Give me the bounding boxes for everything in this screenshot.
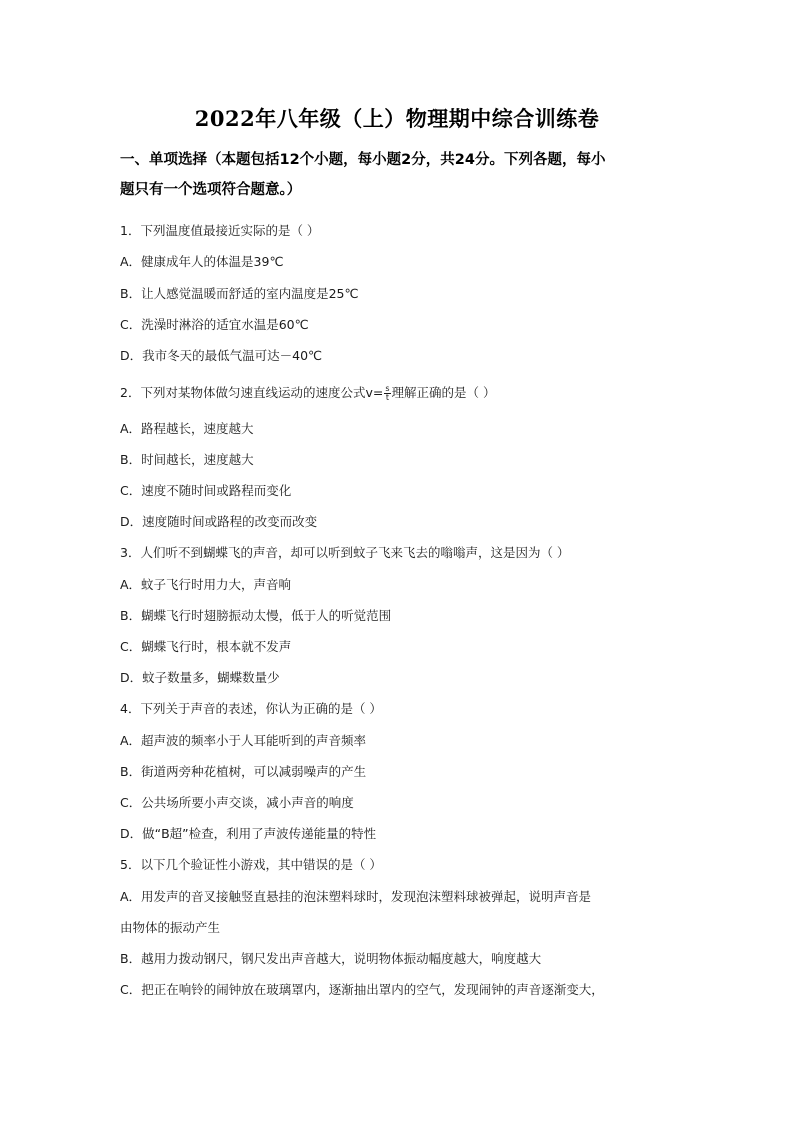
question-1-option-c: C．洗澡时淋浴的适宜水温是60℃: [120, 317, 309, 332]
question-3-option-a: A．蚊子飞行时用力大，声音响: [120, 577, 292, 592]
question-2-option-c: C．速度不随时间或路程而变化: [120, 483, 292, 498]
formula-denominator: t: [385, 393, 389, 402]
question-2-option-d: D．速度随时间或路程的改变而改变: [120, 514, 318, 529]
question-1-stem: 1．下列温度值最接近实际的是（ ）: [120, 223, 320, 238]
question-3-option-c: C．蝴蝶飞行时，根本就不发声: [120, 639, 292, 654]
question-4-option-c: C．公共场所要小声交谈，减小声音的响度: [120, 795, 354, 810]
question-1-option-b: B．让人感觉温暖而舒适的室内温度是25℃: [120, 286, 359, 301]
question-5-option-a: A．用发声的音叉接触竖直悬挂的泡沫塑料球时，发现泡沫塑料球被弹起，说明声音是: [120, 889, 592, 904]
question-2-stem-before: 2．下列对某物体做匀速直线运动的速度公式v=: [120, 385, 384, 400]
question-2-stem: [120, 384, 690, 402]
question-5-option-b: B．越用力拨动钢尺，钢尺发出声音越大，说明物体振动幅度越大，响度越大: [120, 951, 542, 966]
question-4-option-d: D．做“B超”检查，利用了声波传递能量的特性: [120, 826, 377, 841]
question-3-option-b: B．蝴蝶飞行时翅膀振动太慢，低于人的听觉范围: [120, 608, 392, 623]
formula-numerator: s: [385, 384, 390, 393]
question-4-option-a: A．超声波的频率小于人耳能听到的声音频率: [120, 733, 367, 748]
question-5-option-a-continued: 由物体的振动产生: [120, 920, 221, 935]
question-5-stem: 5．以下几个验证性小游戏，其中错误的是（ ）: [120, 857, 382, 872]
question-5-option-c: C．把正在响铃的闹钟放在玻璃罩内，逐渐抽出罩内的空气，发现闹钟的声音逐渐变大，: [120, 982, 604, 997]
question-4-option-b: B．街道两旁种花植树，可以减弱噪声的产生: [120, 764, 367, 779]
section-heading-line-1: 一、单项选择（本题包括12个小题，每小题2分，共24分。下列各题，每小: [120, 152, 606, 168]
question-2-stem-after: 理解正确的是（ ）: [391, 385, 496, 400]
question-2-option-a: A．路程越长，速度越大: [120, 421, 254, 436]
question-2-option-b: B．时间越长，速度越大: [120, 452, 254, 467]
question-1-option-d: D．我市冬天的最低气温可达－40℃: [120, 348, 323, 363]
page-title: 2022年八年级（上）物理期中综合训练卷: [194, 106, 600, 131]
section-heading-line-2: 题只有一个选项符合题意。）: [120, 182, 302, 198]
question-1-option-a: A．健康成年人的体温是39℃: [120, 254, 284, 269]
question-3-stem: 3．人们听不到蝴蝶飞的声音，却可以听到蚊子飞来飞去的嗡嗡声，这是因为（ ）: [120, 545, 570, 560]
question-3-option-d: D．蚊子数量多，蝴蝶数量少: [120, 670, 280, 685]
question-4-stem: 4．下列关于声音的表述，你认为正确的是（ ）: [120, 701, 382, 716]
velocity-formula-fraction: [384, 385, 390, 402]
